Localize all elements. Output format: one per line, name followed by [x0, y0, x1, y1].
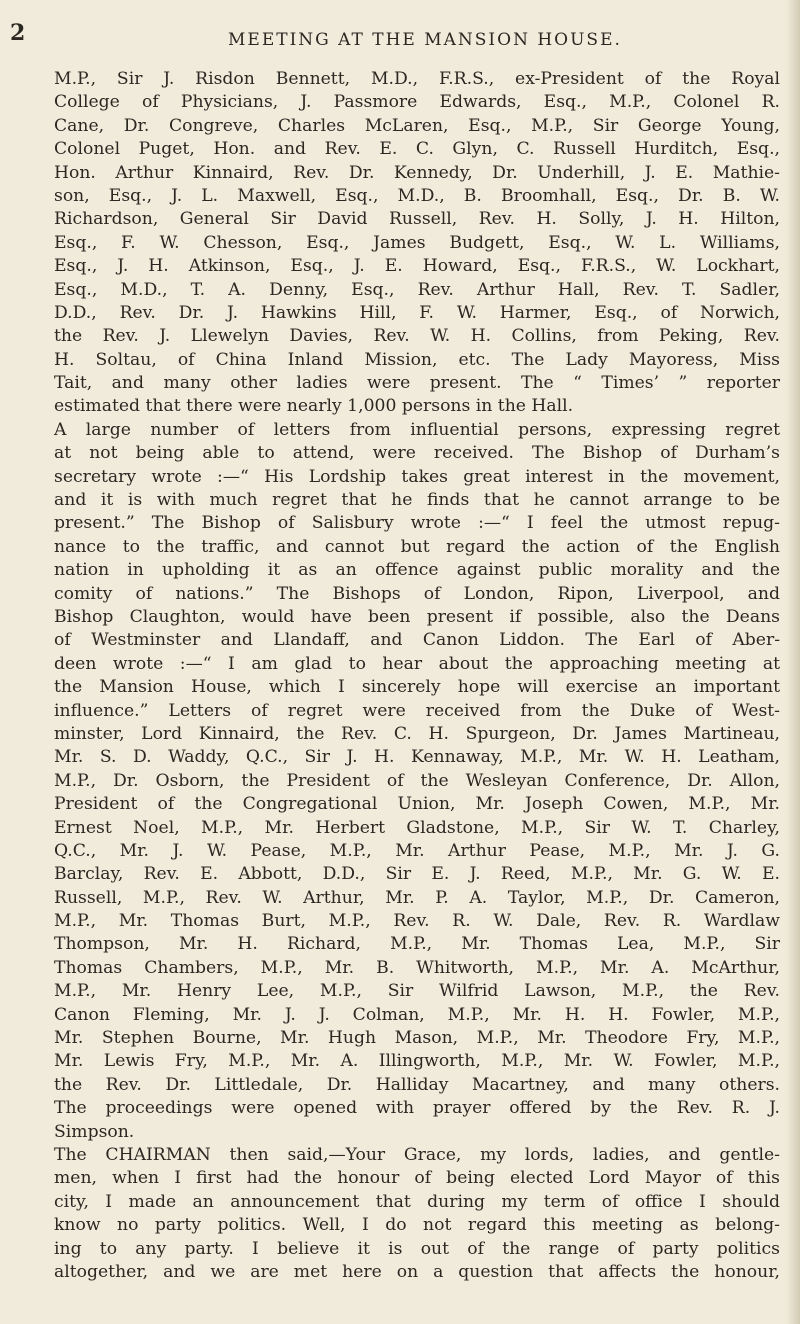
- text-line: son, Esq., J. L. Maxwell, Esq., M.D., B. Broomhall, Esq., Dr. B. W.: [54, 185, 780, 206]
- page-edge-shadow: [786, 0, 800, 1324]
- text-line: The proceedings were opened with prayer offered by the Rev. R. J.: [54, 1098, 780, 1119]
- text-line: Russell, M.P., Rev. W. Arthur, Mr. P. A. Taylor, M.P., Dr. Cameron,: [54, 887, 780, 908]
- text-line: President of the Congregational Union, Mr. Joseph Cowen, M.P., Mr.: [54, 794, 780, 815]
- text-line: Richardson, General Sir David Russell, Rev. H. Solly, J. H. Hilton,: [54, 209, 780, 230]
- text-line: A large number of letters from influential persons, expressing regret: [54, 419, 780, 440]
- text-line: of Westminster and Llandaff, and Canon Liddon. The Earl of Aber-: [54, 630, 780, 651]
- body-text: [54, 68, 780, 1284]
- text-line: altogether, and we are met here on a question that affects the honour,: [54, 1261, 780, 1282]
- text-line: Cane, Dr. Congreve, Charles McLaren, Esq., M.P., Sir George Young,: [54, 115, 780, 136]
- text-line: Thomas Chambers, M.P., Mr. B. Whitworth, M.P., Mr. A. McArthur,: [54, 957, 780, 978]
- text-line: Barclay, Rev. E. Abbott, D.D., Sir E. J. Reed, M.P., Mr. G. W. E.: [54, 864, 780, 885]
- text-line: Mr. S. D. Waddy, Q.C., Sir J. H. Kennaway, M.P., Mr. W. H. Leatham,: [54, 747, 780, 768]
- text-line: Tait, and many other ladies were present. The “ Times’ ” reporter: [54, 373, 780, 394]
- text-line: comity of nations.” The Bishops of London, Ripon, Liverpool, and: [54, 583, 780, 604]
- text-line: M.P., Mr. Thomas Burt, M.P., Rev. R. W. Dale, Rev. R. Wardlaw: [54, 911, 780, 932]
- text-line: Mr. Lewis Fry, M.P., Mr. A. Illingworth, M.P., Mr. W. Fowler, M.P.,: [54, 1051, 780, 1072]
- text-line: Bishop Claughton, would have been present if possible, also the Deans: [54, 606, 780, 627]
- text-line: College of Physicians, J. Passmore Edwards, Esq., M.P., Colonel R.: [54, 92, 780, 113]
- text-line: and it is with much regret that he finds that he cannot arrange to be: [54, 490, 780, 511]
- text-line: nation in upholding it as an offence against public morality and the: [54, 560, 780, 581]
- text-line: Hon. Arthur Kinnaird, Rev. Dr. Kennedy, Dr. Underhill, J. E. Mathie-: [54, 162, 780, 183]
- text-line: Q.C., Mr. J. W. Pease, M.P., Mr. Arthur Pease, M.P., Mr. J. G.: [54, 840, 780, 861]
- text-line: Colonel Puget, Hon. and Rev. E. C. Glyn, C. Russell Hurditch, Esq.,: [54, 139, 780, 160]
- text-line: estimated that there were nearly 1,000 persons in the Hall.: [54, 396, 574, 417]
- text-line: city, I made an announcement that during my term of office I should: [54, 1191, 780, 1212]
- text-line: Simpson.: [54, 1121, 135, 1142]
- text-line: minster, Lord Kinnaird, the Rev. C. H. Spurgeon, Dr. James Martineau,: [54, 723, 780, 744]
- text-line: nance to the traffic, and cannot but regard the action of the English: [54, 536, 780, 557]
- text-line: secretary wrote :—“ His Lordship takes great interest in the movement,: [54, 466, 780, 487]
- text-line: the Mansion House, which I sincerely hope will exercise an important: [54, 677, 780, 698]
- text-line: M.P., Sir J. Risdon Bennett, M.D., F.R.S., ex-President of the Royal: [54, 69, 780, 89]
- text-line: the Rev. Dr. Littledale, Dr. Halliday Macartney, and many others.: [54, 1074, 780, 1095]
- text-line: ing to any party. I believe it is out of the range of party politics: [54, 1238, 780, 1259]
- text-line: Canon Fleming, Mr. J. J. Colman, M.P., Mr. H. H. Fowler, M.P.,: [54, 1004, 780, 1025]
- text-line: men, when I first had the honour of being elected Lord Mayor of this: [54, 1168, 780, 1189]
- text-line: Esq., J. H. Atkinson, Esq., J. E. Howard, Esq., F.R.S., W. Lockhart,: [54, 256, 780, 277]
- text-line: influence.” Letters of regret were received from the Duke of West-: [54, 700, 780, 721]
- text-line: H. Soltau, of China Inland Mission, etc. The Lady Mayoress, Miss: [54, 349, 780, 370]
- text-line: at not being able to attend, were received. The Bishop of Durham’s: [54, 443, 780, 464]
- page-number: 2: [10, 20, 26, 46]
- text-line: Ernest Noel, M.P., Mr. Herbert Gladstone, M.P., Sir W. T. Charley,: [54, 817, 780, 838]
- running-head: MEETING AT THE MANSION HOUSE.: [228, 30, 622, 50]
- text-line: Esq., M.D., T. A. Denny, Esq., Rev. Arthur Hall, Rev. T. Sadler,: [54, 279, 780, 300]
- text-line: M.P., Dr. Osborn, the President of the Wesleyan Conference, Dr. Allon,: [54, 770, 780, 791]
- text-line: the Rev. J. Llewelyn Davies, Rev. W. H. Collins, from Peking, Rev.: [54, 326, 780, 347]
- text-line: know no party politics. Well, I do not regard this meeting as belong-: [54, 1215, 780, 1236]
- text-line: Thompson, Mr. H. Richard, M.P., Mr. Thomas Lea, M.P., Sir: [54, 934, 780, 955]
- text-line: Mr. Stephen Bourne, Mr. Hugh Mason, M.P., Mr. Theodore Fry, M.P.,: [54, 1028, 780, 1049]
- text-line: Esq., F. W. Chesson, Esq., James Budgett, Esq., W. L. Williams,: [54, 232, 780, 253]
- text-line: D.D., Rev. Dr. J. Hawkins Hill, F. W. Harmer, Esq., of Norwich,: [54, 302, 780, 323]
- text-line: deen wrote :—“ I am glad to hear about the approaching meeting at: [54, 653, 780, 674]
- text-line: present.” The Bishop of Salisbury wrote :—“ I feel the utmost repug-: [54, 513, 780, 534]
- text-line: M.P., Mr. Henry Lee, M.P., Sir Wilfrid Lawson, M.P., the Rev.: [54, 981, 780, 1002]
- text-line: The CHAIRMAN then said,—Your Grace, my lords, ladies, and gentle-: [54, 1144, 780, 1165]
